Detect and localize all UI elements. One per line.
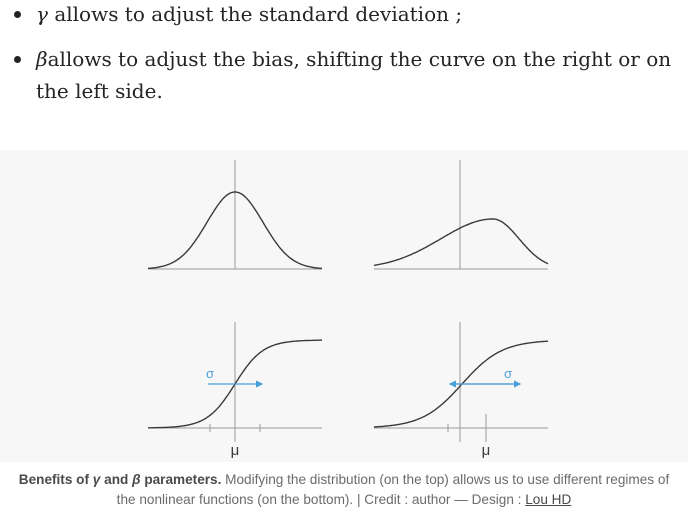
sigma-label: σ [205,366,215,381]
gaussian-curve-shifted [374,219,548,265]
gamma-symbol: γ [36,2,48,26]
bullet-beta [14,43,674,107]
bullet-beta-text: allows to adjust the bias, shifting the curve on the right or on the left side. [36,47,672,103]
panel-top-right [374,160,548,269]
panel-bottom-left [148,322,322,459]
caption-bold: Benefits of γ and β parameters. [18,472,222,487]
caption-line-2 [0,490,688,510]
caption-credit: the nonlinear functions (on the bottom). | Credit : author — Design : [116,492,522,507]
bullet-gamma-text: allows to adjust the standard deviation ; [54,2,463,26]
figure-illustration [0,150,688,462]
bullet-dot [14,11,21,18]
caption-text: Modifying the distribution (on the top) allows us to use different regimes of [225,472,670,487]
mu-label: μ [481,442,491,459]
beta-symbol: β [36,47,48,71]
figure-caption [0,470,688,510]
sigma-label: σ [503,366,513,381]
caption-line-1 [0,470,688,490]
bullet-dot [14,56,21,63]
panel-top-left [148,160,322,269]
panel-bottom-right [374,322,548,459]
mu-label: μ [230,442,240,459]
designer-link[interactable]: Lou HD [525,492,572,507]
figure-svg [0,150,688,462]
